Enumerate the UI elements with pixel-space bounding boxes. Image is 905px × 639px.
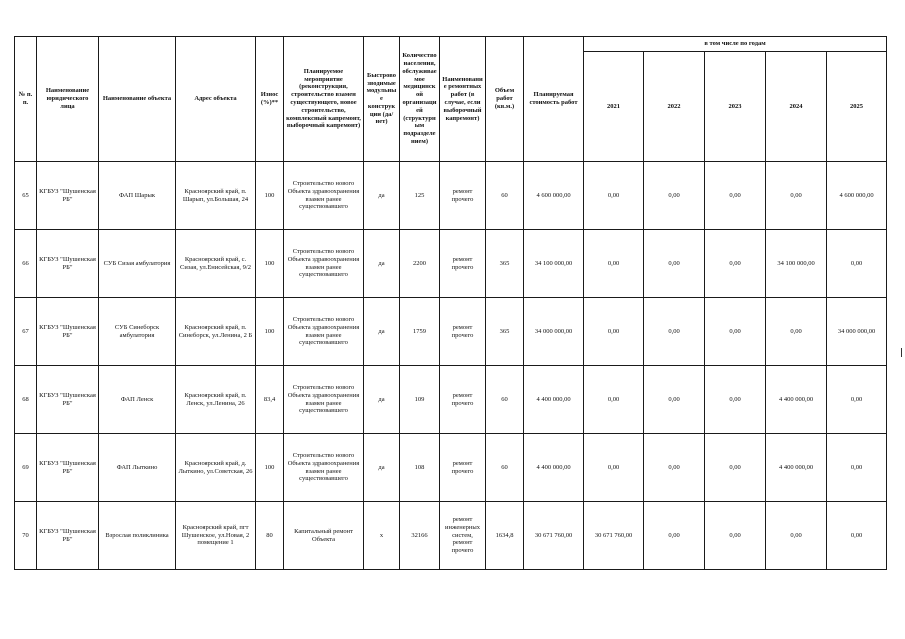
cell-legal-entity: КГБУЗ "Шушенская РБ" xyxy=(37,162,99,230)
cell-2024: 34 100 000,00 xyxy=(766,230,827,298)
header-year-2023: 2023 xyxy=(705,52,766,162)
cell-num: 66 xyxy=(15,230,37,298)
cell-prefab: да xyxy=(364,298,400,366)
header-legal-entity: Наименование юридического лица xyxy=(37,37,99,162)
cell-volume: 365 xyxy=(486,298,524,366)
header-year-2025: 2025 xyxy=(827,52,887,162)
cell-num: 68 xyxy=(15,366,37,434)
cell-num: 69 xyxy=(15,434,37,502)
cell-2023: 0,00 xyxy=(705,230,766,298)
table-row xyxy=(15,434,887,502)
cell-2023: 0,00 xyxy=(705,162,766,230)
cell-2024: 4 400 000,00 xyxy=(766,366,827,434)
cell-num: 67 xyxy=(15,298,37,366)
cell-repair: ремонт прочего xyxy=(440,434,486,502)
cell-2021: 0,00 xyxy=(584,298,644,366)
cell-legal-entity: КГБУЗ "Шушенская РБ" xyxy=(37,366,99,434)
header-volume: Объем работ (кв.м.) xyxy=(486,37,524,162)
cell-cost: 34 100 000,00 xyxy=(524,230,584,298)
cell-volume: 365 xyxy=(486,230,524,298)
cell-wear: 100 xyxy=(256,298,284,366)
cell-activity: Строительство нового Объекта здравоохранения взамен ранее существовавшего xyxy=(284,230,364,298)
cell-repair: ремонт прочего xyxy=(440,366,486,434)
cell-volume: 60 xyxy=(486,162,524,230)
cell-2025: 0,00 xyxy=(827,502,887,570)
header-year-2022: 2022 xyxy=(644,52,705,162)
header-planned-cost: Планируемая стоимость работ xyxy=(524,37,584,162)
cell-2021: 30 671 760,00 xyxy=(584,502,644,570)
cell-num: 65 xyxy=(15,162,37,230)
cell-2021: 0,00 xyxy=(584,366,644,434)
table-row xyxy=(15,366,887,434)
cell-volume: 1634,8 xyxy=(486,502,524,570)
cell-2025: 4 600 000,00 xyxy=(827,162,887,230)
cell-volume: 60 xyxy=(486,434,524,502)
table-row xyxy=(15,162,887,230)
cell-prefab: да xyxy=(364,366,400,434)
cell-2023: 0,00 xyxy=(705,502,766,570)
cell-2024: 0,00 xyxy=(766,298,827,366)
cell-cost: 4 600 000,00 xyxy=(524,162,584,230)
cell-population: 32166 xyxy=(400,502,440,570)
cell-wear: 80 xyxy=(256,502,284,570)
cell-legal-entity: КГБУЗ "Шушенская РБ" xyxy=(37,502,99,570)
cell-object-name: ФАП Лыткино xyxy=(99,434,176,502)
cell-legal-entity: КГБУЗ "Шушенская РБ" xyxy=(37,298,99,366)
cell-wear: 100 xyxy=(256,230,284,298)
cell-2025: 34 000 000,00 xyxy=(827,298,887,366)
header-num: № п. п. xyxy=(15,37,37,162)
cell-2023: 0,00 xyxy=(705,366,766,434)
capital-works-table xyxy=(14,36,887,570)
cell-legal-entity: КГБУЗ "Шушенская РБ" xyxy=(37,434,99,502)
cell-num: 70 xyxy=(15,502,37,570)
table-row xyxy=(15,298,887,366)
header-prefab: Быстровозводимые модульные конструкции (да/нет) xyxy=(364,37,400,162)
cell-activity: Капитальный ремонт Объекта xyxy=(284,502,364,570)
cell-repair: ремонт инженерных систем, ремонт прочего xyxy=(440,502,486,570)
page-edge-mark xyxy=(901,348,902,357)
cell-object-name: СУБ Сизая амбулатория xyxy=(99,230,176,298)
cell-cost: 4 400 000,00 xyxy=(524,366,584,434)
cell-legal-entity: КГБУЗ "Шушенская РБ" xyxy=(37,230,99,298)
cell-2024: 0,00 xyxy=(766,162,827,230)
cell-address: Красноярский край, п. Ленск, ул.Ленина, 26 xyxy=(176,366,256,434)
cell-repair: ремонт прочего xyxy=(440,162,486,230)
cell-object-name: ФАП Ленск xyxy=(99,366,176,434)
cell-2024: 4 400 000,00 xyxy=(766,434,827,502)
cell-cost: 30 671 760,00 xyxy=(524,502,584,570)
cell-activity: Строительство нового Объекта здравоохранения взамен ранее существовавшего xyxy=(284,366,364,434)
table-row xyxy=(15,230,887,298)
cell-address: Красноярский край, п. Синеборск, ул.Ленина, 2 Б xyxy=(176,298,256,366)
cell-2023: 0,00 xyxy=(705,298,766,366)
cell-address: Красноярский край, д. Лыткино, ул.Советская, 26 xyxy=(176,434,256,502)
cell-activity: Строительство нового Объекта здравоохранения взамен ранее существовавшего xyxy=(284,162,364,230)
cell-2023: 0,00 xyxy=(705,434,766,502)
cell-2021: 0,00 xyxy=(584,230,644,298)
cell-prefab: да xyxy=(364,230,400,298)
header-years-group: в том числе по годам xyxy=(584,37,887,52)
cell-2021: 0,00 xyxy=(584,434,644,502)
cell-repair: ремонт прочего xyxy=(440,230,486,298)
cell-2022: 0,00 xyxy=(644,502,705,570)
cell-prefab: да xyxy=(364,434,400,502)
cell-prefab: да xyxy=(364,162,400,230)
cell-activity: Строительство нового Объекта здравоохранения взамен ранее существовавшего xyxy=(284,298,364,366)
cell-address: Красноярский край, с. Сизая, ул.Енисейская, 9/2 xyxy=(176,230,256,298)
cell-cost: 34 000 000,00 xyxy=(524,298,584,366)
cell-2025: 0,00 xyxy=(827,434,887,502)
header-address: Адрес объекта xyxy=(176,37,256,162)
cell-2022: 0,00 xyxy=(644,366,705,434)
cell-population: 108 xyxy=(400,434,440,502)
cell-2021: 0,00 xyxy=(584,162,644,230)
cell-population: 1759 xyxy=(400,298,440,366)
cell-population: 2200 xyxy=(400,230,440,298)
cell-address: Красноярский край, п. Шарып, ул.Большая, 24 xyxy=(176,162,256,230)
cell-2022: 0,00 xyxy=(644,434,705,502)
cell-2025: 0,00 xyxy=(827,230,887,298)
header-year-2021: 2021 xyxy=(584,52,644,162)
cell-prefab: х xyxy=(364,502,400,570)
header-wear: Износ (%)** xyxy=(256,37,284,162)
header-repair-type: Наименование ремонтных работ (в случае, если выборочный капремонт) xyxy=(440,37,486,162)
cell-2022: 0,00 xyxy=(644,162,705,230)
table-row xyxy=(15,502,887,570)
cell-population: 125 xyxy=(400,162,440,230)
header-planned-activity: Планируемое мероприятие (реконструкция, строительство взамен существующего, новое строительство, комплексный капремонт, выборочный капремонт) xyxy=(284,37,364,162)
cell-object-name: ФАП Шарык xyxy=(99,162,176,230)
cell-population: 109 xyxy=(400,366,440,434)
cell-2022: 0,00 xyxy=(644,298,705,366)
cell-wear: 100 xyxy=(256,434,284,502)
header-object-name: Наименование объекта xyxy=(99,37,176,162)
header-year-2024: 2024 xyxy=(766,52,827,162)
cell-2025: 0,00 xyxy=(827,366,887,434)
cell-object-name: СУБ Синеборск амбулатория xyxy=(99,298,176,366)
cell-cost: 4 400 000,00 xyxy=(524,434,584,502)
header-population: Количество населения, обслуживаемое медицинской организацией (структурным подразделением) xyxy=(400,37,440,162)
cell-repair: ремонт прочего xyxy=(440,298,486,366)
cell-activity: Строительство нового Объекта здравоохранения взамен ранее существовавшего xyxy=(284,434,364,502)
cell-wear: 83,4 xyxy=(256,366,284,434)
cell-object-name: Взрослая поликлиника xyxy=(99,502,176,570)
cell-wear: 100 xyxy=(256,162,284,230)
cell-volume: 60 xyxy=(486,366,524,434)
cell-2024: 0,00 xyxy=(766,502,827,570)
cell-address: Красноярский край, пгт Шушенское, ул.Новая, 2 помещение 1 xyxy=(176,502,256,570)
cell-2022: 0,00 xyxy=(644,230,705,298)
